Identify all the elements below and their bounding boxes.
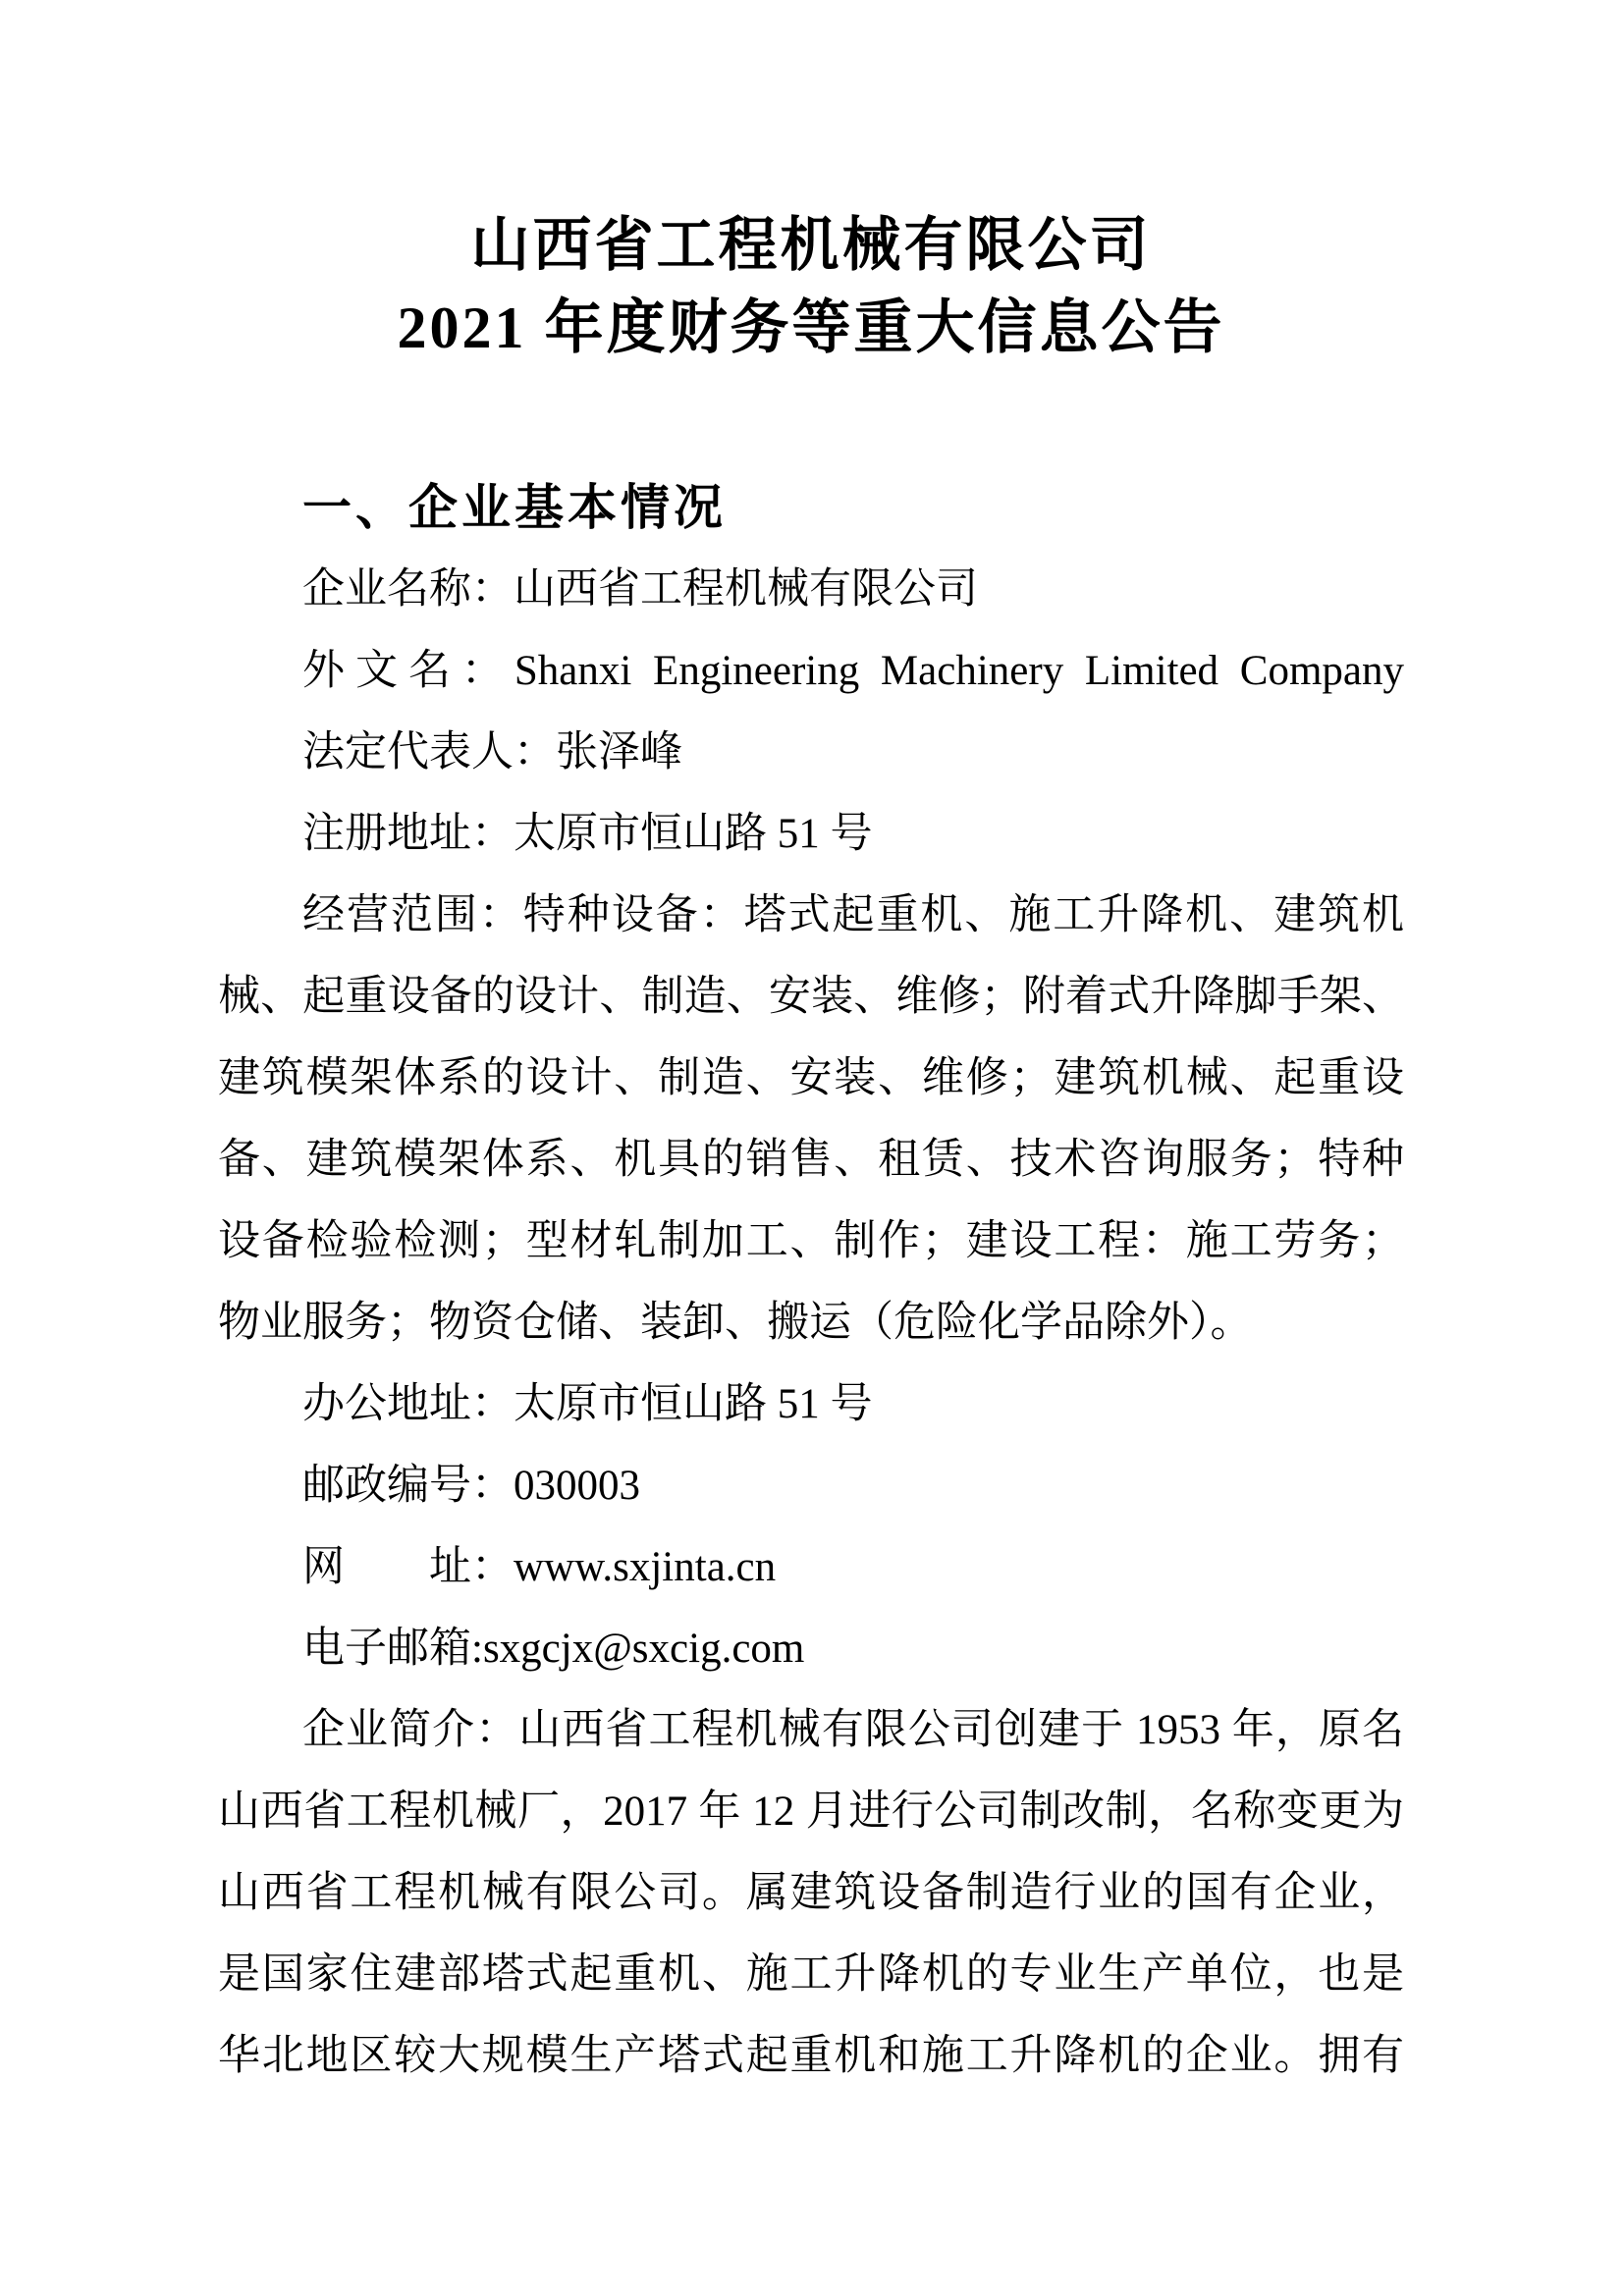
company-name-line: 企业名称：山西省工程机械有限公司 <box>302 566 978 613</box>
section-heading: 一、企业基本情况 <box>302 480 727 535</box>
document-title-line-2: 2021 年度财务等重大信息公告 <box>397 295 1225 360</box>
business-scope-line-2: 械、起重设备的设计、制造、安装、维修；附着式升降脚手架、 <box>218 974 1404 1020</box>
website-line: 网 址：www.sxjinta.cn <box>302 1544 777 1590</box>
business-scope-line-3: 建筑模架体系的设计、制造、安装、维修；建筑机械、起重设 <box>218 1055 1404 1101</box>
office-address-line: 办公地址：太原市恒山路 51 号 <box>302 1381 873 1427</box>
document-body <box>218 549 1404 2097</box>
english-name-line: 外文名：Shanxi Engineering Machinery Limited Company <box>302 648 1404 694</box>
company-profile-line-5: 华北地区较大规模生产塔式起重机和施工升降机的企业。拥有 <box>218 2033 1404 2079</box>
business-scope-line-5: 设备检验检测；型材轧制加工、制作；建设工程：施工劳务； <box>218 1218 1404 1264</box>
document-title <box>218 204 1404 369</box>
business-scope-line-6: 物业服务；物资仓储、装卸、搬运（危险化学品除外）。 <box>218 1300 1253 1346</box>
company-profile-line-2: 山西省工程机械厂，2017 年 12 月进行公司制改制，名称变更为 <box>218 1789 1404 1835</box>
company-profile-line-3: 山西省工程机械有限公司。属建筑设备制造行业的国有企业， <box>218 1870 1404 1916</box>
company-profile-line-4: 是国家住建部塔式起重机、施工升降机的专业生产单位，也是 <box>218 1951 1404 1998</box>
email-line: 电子邮箱:sxgcjx@sxcig.com <box>302 1626 805 1672</box>
registered-address-line: 注册地址：太原市恒山路 51 号 <box>302 811 873 857</box>
postal-code-line: 邮政编号：030003 <box>302 1463 640 1509</box>
document-title-line-1: 山西省工程机械有限公司 <box>470 213 1152 278</box>
business-scope-line-1: 经营范围：特种设备：塔式起重机、施工升降机、建筑机 <box>302 892 1404 938</box>
business-scope-line-4: 备、建筑模架体系、机具的销售、租赁、技术咨询服务；特种 <box>218 1137 1404 1183</box>
company-profile-line-1: 企业简介：山西省工程机械有限公司创建于 1953 年，原名 <box>302 1707 1404 1753</box>
legal-representative-line: 法定代表人：张泽峰 <box>302 729 682 775</box>
